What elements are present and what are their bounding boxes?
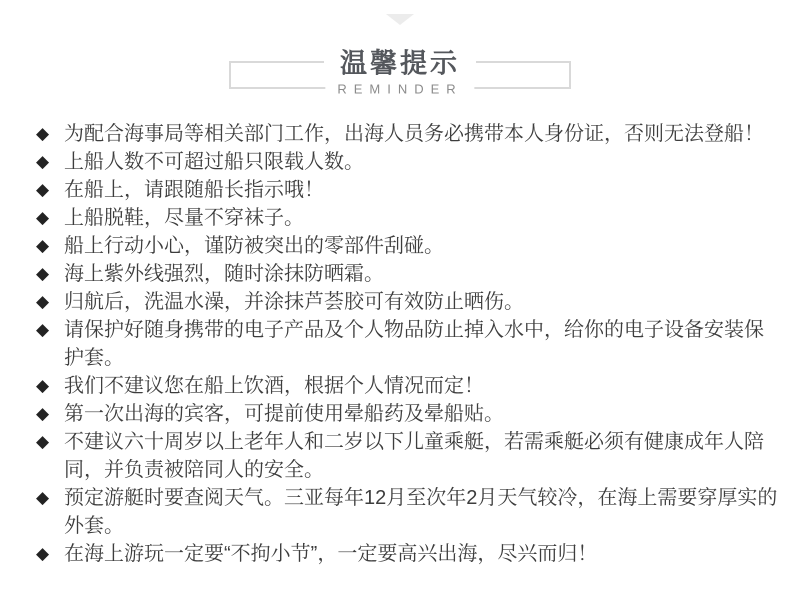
list-item-text: 上船脱鞋，尽量不穿袜子。 (64, 207, 304, 229)
list-item (36, 176, 778, 204)
diamond-bullet-icon: ◆ (36, 544, 50, 563)
chevron-down-icon (386, 14, 414, 25)
diamond-bullet-icon: ◆ (36, 488, 50, 507)
diamond-bullet-icon: ◆ (36, 180, 50, 199)
list-item (36, 260, 778, 288)
page-title: 温馨提示 (324, 42, 476, 81)
list-item-text: 第一次出海的宾客，可提前使用晕船药及晕船贴。 (64, 403, 504, 425)
list-item (36, 288, 778, 316)
list-item-text: 海上紫外线强烈，随时涂抹防晒霜。 (64, 263, 384, 285)
list-item-text: 请保护好随身携带的电子产品及个人物品防止掉入水中，给你的电子设备安装保护套。 (64, 319, 764, 369)
diamond-bullet-icon: ◆ (36, 124, 50, 143)
diamond-bullet-icon: ◆ (36, 404, 50, 423)
list-item-text: 不建议六十周岁以上老年人和二岁以下儿童乘艇，若需乘艇必须有健康成年人陪同，并负责被陪同人的安全。 (64, 431, 764, 481)
list-item-text: 上船人数不可超过船只限载人数。 (64, 151, 364, 173)
diamond-bullet-icon: ◆ (36, 376, 50, 395)
reminder-header-frame (229, 48, 571, 97)
page-subtitle: REMINDER (325, 82, 474, 97)
diamond-bullet-icon: ◆ (36, 152, 50, 171)
list-item (36, 428, 778, 484)
diamond-bullet-icon: ◆ (36, 236, 50, 255)
list-item (36, 400, 778, 428)
diamond-bullet-icon: ◆ (36, 320, 50, 339)
reminder-list (0, 120, 800, 568)
list-item-text: 预定游艇时要查阅天气。三亚每年12月至次年2月天气较冷，在海上需要穿厚实的外套。 (64, 487, 778, 537)
list-item (36, 232, 778, 260)
list-item-text: 船上行动小心，谨防被突出的零部件刮碰。 (64, 235, 444, 257)
diamond-bullet-icon: ◆ (36, 292, 50, 311)
list-item (36, 316, 778, 372)
list-item (36, 148, 778, 176)
list-item (36, 120, 778, 148)
list-item-text: 在船上，请跟随船长指示哦！ (64, 179, 324, 201)
list-item-text: 我们不建议您在船上饮酒，根据个人情况而定！ (64, 375, 484, 397)
diamond-bullet-icon: ◆ (36, 432, 50, 451)
diamond-bullet-icon: ◆ (36, 208, 50, 227)
list-item-text: 归航后，洗温水澡，并涂抹芦荟胶可有效防止晒伤。 (64, 291, 524, 313)
list-item-text: 在海上游玩一定要“不拘小节”，一定要高兴出海，尽兴而归！ (64, 543, 598, 565)
list-item (36, 540, 778, 568)
list-item-text: 为配合海事局等相关部门工作，出海人员务必携带本人身份证，否则无法登船！ (64, 123, 764, 145)
diamond-bullet-icon: ◆ (36, 264, 50, 283)
list-item (36, 204, 778, 232)
list-item (36, 484, 778, 540)
list-item (36, 372, 778, 400)
